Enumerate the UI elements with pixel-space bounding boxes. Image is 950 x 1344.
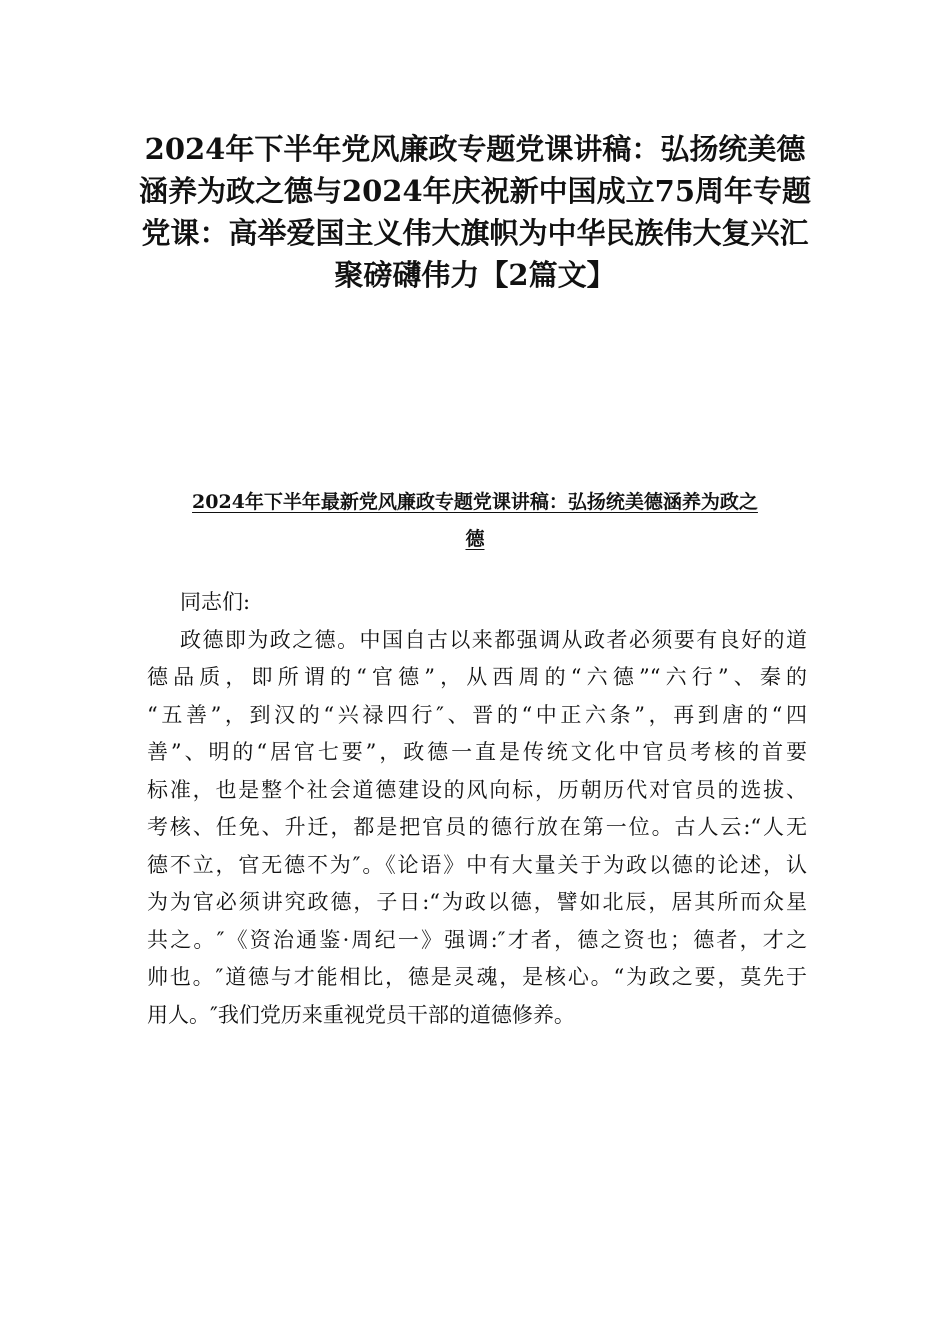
body-text	[147, 584, 807, 1034]
main-title-line: 2024年下半年党风廉政专题党课讲稿：弘扬统美德	[144, 132, 806, 166]
main-title-line: 聚磅礴伟力【2篇文】	[334, 258, 616, 292]
paragraph-line: “五善”，到汉的“兴禄四行″、晋的“中正六条”，再到唐的“四	[147, 702, 807, 727]
greeting: 同志们:	[180, 590, 251, 614]
paragraph-line: 用人。″我们党历来重视党员干部的道德修养。	[147, 1002, 575, 1027]
main-title-line: 涵养为政之德与2024年庆祝新中国成立75周年专题	[138, 174, 812, 208]
paragraph-line: 帅也。″道德与才能相比，德是灵魂，是核心。“为政之要，莫先于	[147, 965, 807, 989]
paragraph-line: 德品质，即所谓的“官德”，从西周的“六德”“六行”、秦的	[147, 665, 807, 689]
paragraph-line: 为为官必须讲究政德，子日:“为政以德，譬如北辰，居其所而众星	[147, 890, 807, 914]
paragraph-line: 共之。″《资治通鉴·周纪一》强调:″才者，德之资也；德者，才之	[147, 927, 807, 952]
paragraph-line: 政德即为政之德。中国自古以来都强调从政者必须要有良好的道	[180, 627, 807, 652]
paragraph-line: 标准，也是整个社会道德建设的风向标，历朝历代对官员的选拔、	[147, 777, 807, 802]
section-title-line: 2024年下半年最新党风廉政专题党课讲稿：弘扬统美德涵养为政之	[192, 491, 758, 513]
paragraph-line: 考核、任免、升迁，都是把官员的德行放在第一位。古人云:“人无	[147, 815, 807, 839]
section-title	[135, 484, 815, 558]
paragraph-line: 善”、明的“居官七要”，政德一直是传统文化中官员考核的首要	[147, 740, 807, 764]
paragraph-line: 德不立，官无德不为″。《论语》中有大量关于为政以德的论述，认	[147, 852, 807, 877]
document-main-title	[120, 128, 830, 296]
section-title-line: 德	[465, 528, 485, 550]
main-title-line: 党课：高举爱国主义伟大旗帜为中华民族伟大复兴汇	[141, 216, 809, 250]
